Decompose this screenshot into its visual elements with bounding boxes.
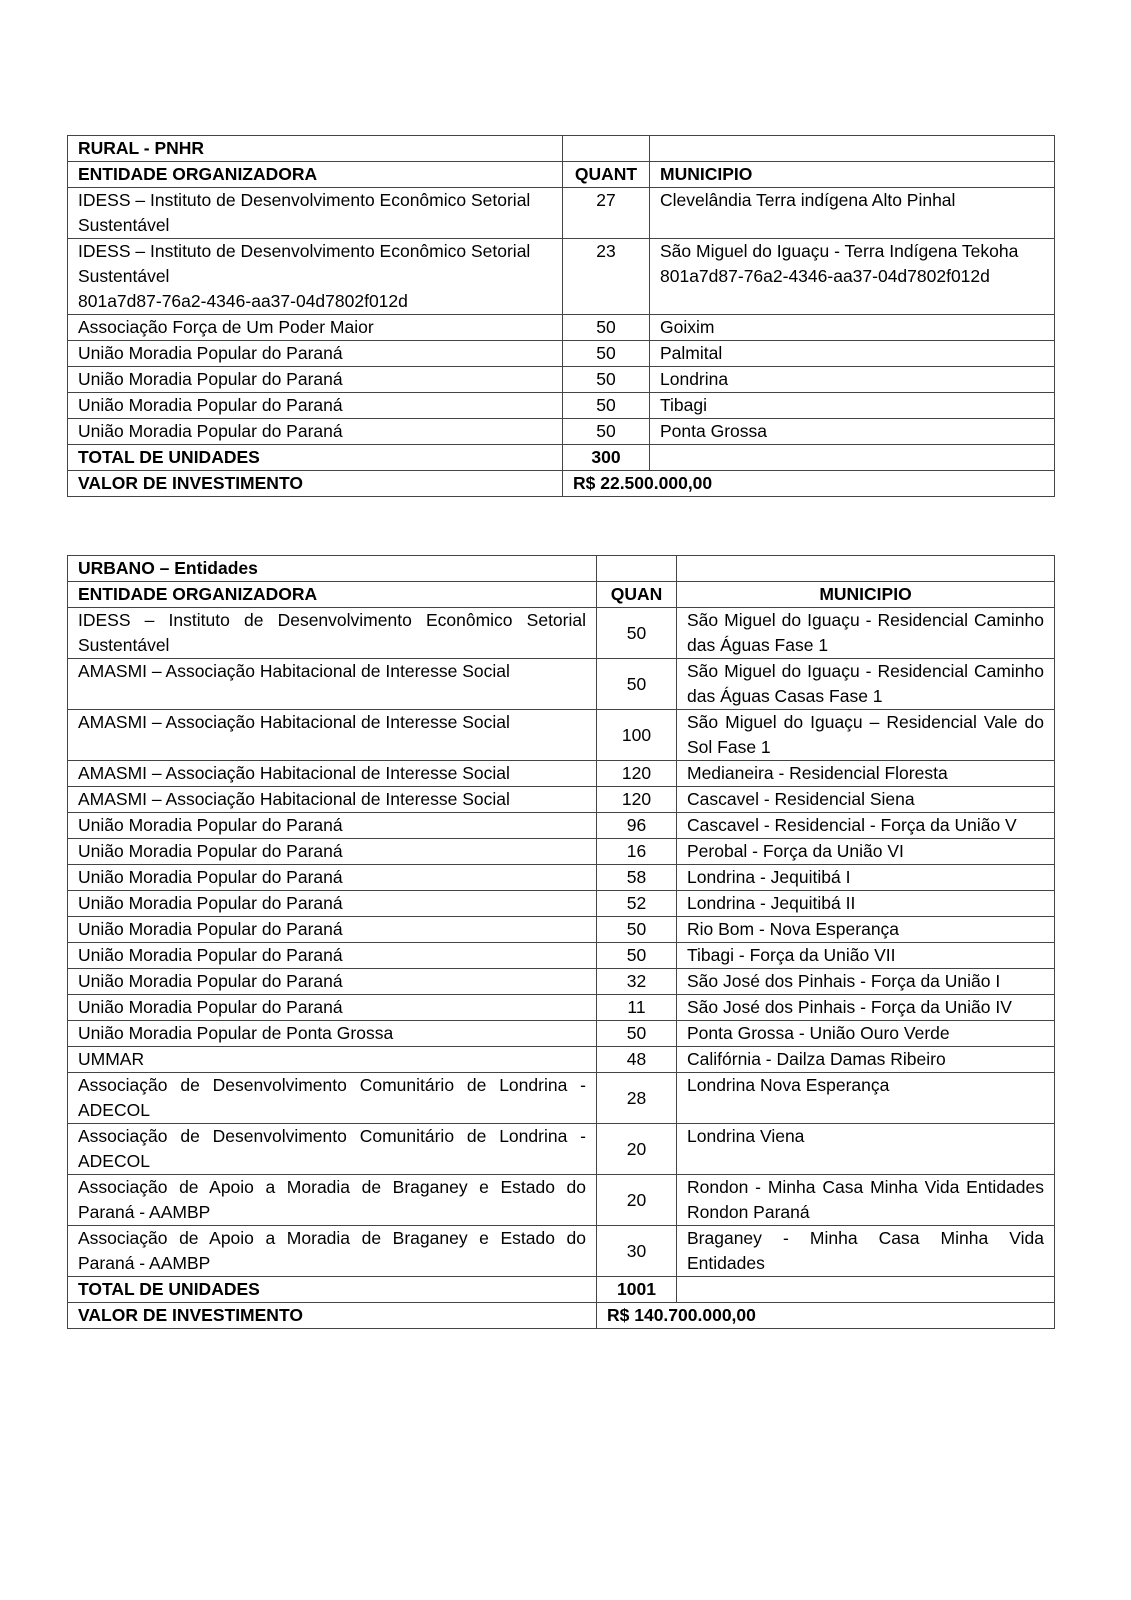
entity-cell: União Moradia Popular do Paraná [68, 865, 597, 891]
table-row [68, 393, 1055, 419]
city-cell: Rio Bom - Nova Esperança [677, 917, 1055, 943]
qty-cell: 23 [563, 239, 650, 315]
entity-cell: União Moradia Popular de Ponta Grossa [68, 1021, 597, 1047]
urbano-rows [68, 608, 1055, 1277]
table-row [68, 239, 1055, 315]
total-value: 300 [563, 445, 650, 471]
qty-cell: 50 [563, 393, 650, 419]
rural-title-row [68, 136, 1055, 162]
entity-cell [68, 239, 563, 315]
header-qty: QUAN [597, 582, 677, 608]
city-cell: Cascavel - Residencial Siena [677, 787, 1055, 813]
header-qty: QUANT [563, 162, 650, 188]
city-cell: Londrina - Jequitibá II [677, 891, 1055, 917]
table-row [68, 419, 1055, 445]
table-row [68, 1047, 1055, 1073]
city-cell: Califórnia - Dailza Damas Ribeiro [677, 1047, 1055, 1073]
table-row [68, 969, 1055, 995]
investment-row [68, 471, 1055, 497]
entity-cell: Associação Força de Um Poder Maior [68, 315, 563, 341]
qty-cell: 20 [597, 1124, 677, 1175]
table-row [68, 1226, 1055, 1277]
entity-cell: União Moradia Popular do Paraná [68, 341, 563, 367]
table-row [68, 1021, 1055, 1047]
entity-cell: IDESS – Instituto de Desenvolvimento Econômico Setorial Sustentável [68, 188, 563, 239]
qty-cell: 16 [597, 839, 677, 865]
entity-cell: Associação de Apoio a Moradia de Braganey e Estado do Paraná - AAMBP [68, 1226, 597, 1277]
table-row [68, 1124, 1055, 1175]
urbano-header-row [68, 582, 1055, 608]
qty-cell: 30 [597, 1226, 677, 1277]
table-row [68, 608, 1055, 659]
total-row [68, 1277, 1055, 1303]
rural-header-row [68, 162, 1055, 188]
entity-cell: União Moradia Popular do Paraná [68, 969, 597, 995]
header-entity: ENTIDADE ORGANIZADORA [68, 162, 563, 188]
header-entity: ENTIDADE ORGANIZADORA [68, 582, 597, 608]
urbano-title-row [68, 556, 1055, 582]
city-cell: Londrina Nova Esperança [677, 1073, 1055, 1124]
entity-cell: UMMAR [68, 1047, 597, 1073]
entity-cell: União Moradia Popular do Paraná [68, 419, 563, 445]
entity-cell: IDESS – Instituto de Desenvolvimento Econômico Setorial Sustentável [68, 608, 597, 659]
city-cell: Palmital [650, 341, 1055, 367]
city-cell: Londrina - Jequitibá I [677, 865, 1055, 891]
entity-cell: União Moradia Popular do Paraná [68, 839, 597, 865]
city-cell: Ponta Grossa - União Ouro Verde [677, 1021, 1055, 1047]
city-cell: Ponta Grossa [650, 419, 1055, 445]
city-cell: Tibagi - Força da União VII [677, 943, 1055, 969]
city-cell: Clevelândia Terra indígena Alto Pinhal [650, 188, 1055, 239]
table-row [68, 839, 1055, 865]
entity-cell: Associação de Desenvolvimento Comunitário de Londrina - ADECOL [68, 1124, 597, 1175]
entity-cell: AMASMI – Associação Habitacional de Interesse Social [68, 710, 597, 761]
city-cell: Cascavel - Residencial - Força da União V [677, 813, 1055, 839]
qty-cell: 27 [563, 188, 650, 239]
city-cell: São Miguel do Iguaçu – Residencial Vale do Sol Fase 1 [677, 710, 1055, 761]
qty-cell: 50 [563, 419, 650, 445]
qty-cell: 50 [563, 341, 650, 367]
rural-table [67, 135, 1055, 497]
qty-cell: 120 [597, 787, 677, 813]
investment-value: R$ 140.700.000,00 [597, 1303, 1055, 1329]
table-row [68, 865, 1055, 891]
city-cell: São Miguel do Iguaçu - Residencial Caminho das Águas Casas Fase 1 [677, 659, 1055, 710]
qty-cell: 58 [597, 865, 677, 891]
table-row [68, 891, 1055, 917]
qty-cell: 20 [597, 1175, 677, 1226]
qty-cell: 50 [597, 1021, 677, 1047]
entity-cell: União Moradia Popular do Paraná [68, 891, 597, 917]
qty-cell: 50 [563, 367, 650, 393]
table-row [68, 367, 1055, 393]
qty-cell: 50 [597, 608, 677, 659]
investment-value: R$ 22.500.000,00 [563, 471, 1055, 497]
entity-cell: União Moradia Popular do Paraná [68, 995, 597, 1021]
city-id: 801a7d87-76a2-4346-aa37-04d7802f012d [660, 266, 990, 286]
investment-label: VALOR DE INVESTIMENTO [68, 471, 563, 497]
table-row [68, 761, 1055, 787]
city-cell: Londrina Viena [677, 1124, 1055, 1175]
city-cell: Tibagi [650, 393, 1055, 419]
table-row [68, 710, 1055, 761]
total-value: 1001 [597, 1277, 677, 1303]
city-cell: Perobal - Força da União VI [677, 839, 1055, 865]
total-label: TOTAL DE UNIDADES [68, 445, 563, 471]
city-cell: São José dos Pinhais - Força da União I [677, 969, 1055, 995]
qty-cell: 50 [597, 659, 677, 710]
city-cell: Rondon - Minha Casa Minha Vida Entidades Rondon Paraná [677, 1175, 1055, 1226]
table-row [68, 315, 1055, 341]
entity-cell: AMASMI – Associação Habitacional de Interesse Social [68, 761, 597, 787]
qty-cell: 32 [597, 969, 677, 995]
total-row [68, 445, 1055, 471]
table-row [68, 188, 1055, 239]
qty-cell: 48 [597, 1047, 677, 1073]
qty-cell: 50 [597, 917, 677, 943]
table-row [68, 813, 1055, 839]
city-cell: São José dos Pinhais - Força da União IV [677, 995, 1055, 1021]
table-row [68, 1175, 1055, 1226]
entity-cell: União Moradia Popular do Paraná [68, 943, 597, 969]
qty-cell: 50 [597, 943, 677, 969]
entity-cell: União Moradia Popular do Paraná [68, 813, 597, 839]
investment-row [68, 1303, 1055, 1329]
table-row [68, 341, 1055, 367]
table-row [68, 659, 1055, 710]
city-cell: Goixim [650, 315, 1055, 341]
header-city: MUNICIPIO [650, 162, 1055, 188]
total-label: TOTAL DE UNIDADES [68, 1277, 597, 1303]
table-row [68, 943, 1055, 969]
entity-cell: AMASMI – Associação Habitacional de Interesse Social [68, 787, 597, 813]
entity-cell: Associação de Apoio a Moradia de Braganey e Estado do Paraná - AAMBP [68, 1175, 597, 1226]
header-city: MUNICIPIO [677, 582, 1055, 608]
entity-cell: União Moradia Popular do Paraná [68, 367, 563, 393]
qty-cell: 52 [597, 891, 677, 917]
investment-label: VALOR DE INVESTIMENTO [68, 1303, 597, 1329]
city-cell: Medianeira - Residencial Floresta [677, 761, 1055, 787]
city-cell: Braganey - Minha Casa Minha Vida Entidades [677, 1226, 1055, 1277]
city-cell: Londrina [650, 367, 1055, 393]
qty-cell: 50 [563, 315, 650, 341]
entity-cell: Associação de Desenvolvimento Comunitário de Londrina - ADECOL [68, 1073, 597, 1124]
city-cell: São Miguel do Iguaçu - Residencial Caminho das Águas Fase 1 [677, 608, 1055, 659]
table-row [68, 917, 1055, 943]
qty-cell: 100 [597, 710, 677, 761]
table-row [68, 787, 1055, 813]
urbano-title: URBANO – Entidades [68, 556, 597, 582]
urbano-table [67, 555, 1055, 1329]
city-name: São Miguel do Iguaçu - Terra Indígena Tekoha [660, 241, 1019, 261]
entity-cell: União Moradia Popular do Paraná [68, 917, 597, 943]
qty-cell: 11 [597, 995, 677, 1021]
entity-cell: AMASMI – Associação Habitacional de Interesse Social [68, 659, 597, 710]
table-row [68, 1073, 1055, 1124]
table-row [68, 995, 1055, 1021]
entity-id: 801a7d87-76a2-4346-aa37-04d7802f012d [78, 291, 408, 311]
city-cell [650, 239, 1055, 315]
entity-name: IDESS – Instituto de Desenvolvimento Econômico Setorial Sustentável [78, 241, 531, 286]
entity-cell: União Moradia Popular do Paraná [68, 393, 563, 419]
rural-title: RURAL - PNHR [68, 136, 563, 162]
qty-cell: 28 [597, 1073, 677, 1124]
qty-cell: 120 [597, 761, 677, 787]
qty-cell: 96 [597, 813, 677, 839]
